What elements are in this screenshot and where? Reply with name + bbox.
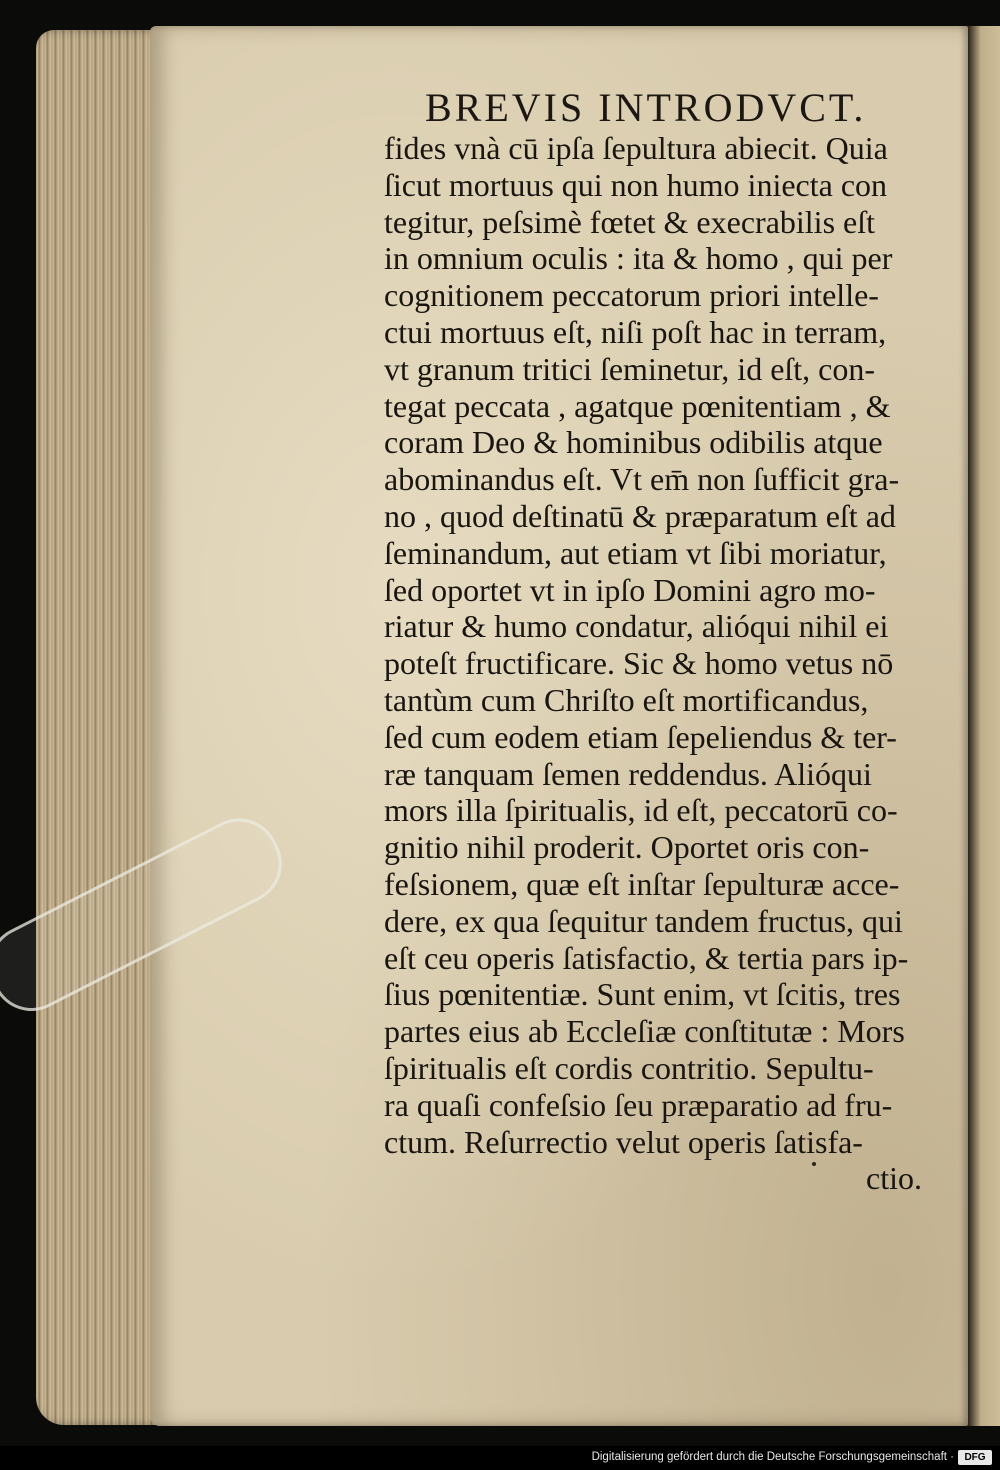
text-line: abominandus eſt. Vt em̄ non ſufficit gra-: [384, 461, 900, 498]
facing-page-edge: [968, 26, 1000, 1426]
text-line: gnitio nihil proderit. Oportet oris con-: [384, 829, 870, 866]
text-line: vt granum tritici ſeminetur, id eſt, con-: [384, 350, 876, 387]
text-line: ra quaſi confeſsio ſeu præparatio ad fru-: [384, 1086, 893, 1123]
text-line: tegitur, peſsimè fœtet & execrabilis eſt: [384, 203, 875, 240]
catchword: ctio.: [866, 1160, 922, 1197]
text-line: ſeminandum, aut etiam vt ſibi moriatur,: [384, 534, 887, 571]
text-line: riatur & humo condatur, alióqui nihil ei: [384, 608, 889, 645]
text-line: ſed cum eodem etiam ſepeliendus & ter-: [384, 718, 897, 755]
text-line: ctui mortuus eſt, niſi poſt hac in terram,: [384, 313, 887, 350]
footer-credit: Digitalisierung gefördert durch die Deutsche Forschungsgemeinschaft ·: [591, 1451, 954, 1463]
text-line: tegat peccata , agatque pœnitentiam , &: [384, 387, 891, 424]
dfg-logo-icon: DFG: [958, 1450, 992, 1465]
running-head: BREVIS INTRODVCT.: [425, 85, 867, 130]
text-line: eſt ceu operis ſatisfactio, & tertia pars ip-: [384, 939, 909, 976]
digitization-footer: [0, 1446, 1000, 1470]
text-line: no , quod deſtinatū & præparatum eſt ad: [384, 497, 896, 534]
text-line: ſicut mortuus qui non humo iniecta con: [384, 166, 888, 203]
ink-speck: [812, 1162, 816, 1166]
text-line: fides vnà cū ipſa ſepultura abiecit. Quia: [384, 130, 888, 166]
text-line: in omnium oculis : ita & homo , qui per: [384, 240, 893, 277]
text-line: ſed oportet vt in ipſo Domini agro mo-: [384, 571, 876, 608]
text-line: partes eius ab Eccleſiæ conſtitutæ : Mors: [384, 1013, 905, 1050]
text-line: ſpiritualis eſt cordis contritio. Sepultu-: [384, 1049, 874, 1086]
text-line: tantùm cum Chriſto eſt mortificandus,: [384, 681, 869, 718]
text-line: cognitionem peccatorum priori intelle-: [384, 277, 879, 314]
text-line: ræ tanquam ſemen reddendus. Alióqui: [384, 755, 872, 792]
text-line: ſius pœnitentiæ. Sunt enim, vt ſcitis, tres: [384, 976, 901, 1013]
text-line: poteſt fructificare. Sic & homo vetus nō: [384, 645, 894, 682]
text-line: mors illa ſpiritualis, id eſt, peccatorū co-: [384, 792, 898, 829]
text-line: ctum. Reſurrectio velut operis ſatisfa-: [384, 1123, 863, 1160]
text-line: dere, ex qua ſequitur tandem fructus, qui: [384, 902, 903, 939]
text-line: feſsionem, quæ eſt inſtar ſepulturæ acce-: [384, 865, 900, 902]
text-line: coram Deo & hominibus odibilis atque: [384, 424, 883, 461]
body-text: [384, 130, 934, 1197]
